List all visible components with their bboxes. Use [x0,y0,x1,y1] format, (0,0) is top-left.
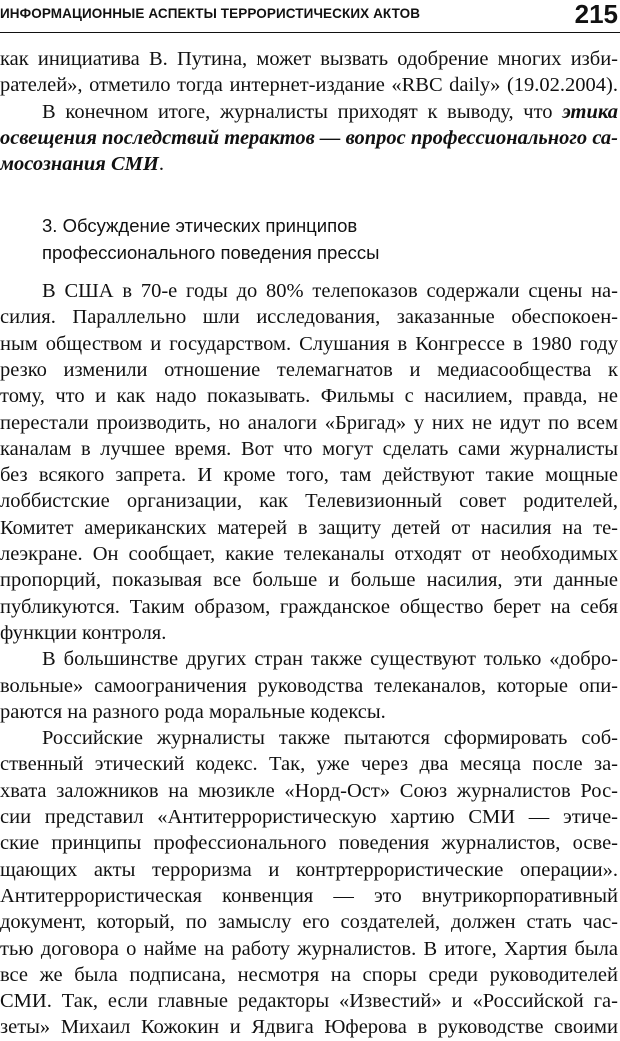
text-line: щающих акты терроризма и контртеррористические операции». [0,858,618,881]
text-line: Российские журналисты также пытаются сформировать соб- [42,727,618,750]
paragraph-3 [0,278,618,646]
text-line: СМИ. Так, если главные редакторы «Известий» и «Российской га- [0,990,618,1013]
text-line: тью договора о найме на работу журналистов. В итоге, Хартия была [0,937,618,960]
text-line: каналам в лучшее время. Вот что могут сделать сами журналисты [0,437,618,460]
text-line: как инициатива В. Путина, может вызвать одобрение многих изби- [0,48,618,70]
text-line: тому, что и как надо показывать. Фильмы с насилием, правда, не [0,385,618,408]
body-text [0,46,618,1041]
emphasis-text: мосознания СМИ [0,153,159,176]
text-line: хвата заложников на мюзикле «Норд-Ост» Союз журналистов Рос- [0,779,618,802]
text-line: леэкране. Он сообщает, какие телеканалы отходят от необходимых [0,543,618,566]
text-line [0,99,618,125]
text-line: силия. Параллельно шли исследования, заказанные обеспокоен- [0,306,618,329]
text-line: рателей», отметило тогда интернет-издание «RBC daily» (19.02.2004). [0,74,618,97]
text-line: ным обществом и государством. Слушания в Конгрессе в 1980 году [0,332,618,355]
text-line: зеты» Михаил Кожокин и Ядвига Юферова в руководстве своими [0,1016,618,1039]
text-line: лоббистские организации, как Телевизионный совет родителей, [0,490,618,513]
section-heading-line: 3. Обсуждение этических принципов [42,215,358,237]
page-number: 215 [574,0,618,29]
text-line: перестали производить, но аналоги «Бригад» у них не идут по всем [0,411,618,434]
text-line: функции контроля. [0,621,167,644]
emphasis-line: освещения последствий терактов — вопрос профессионального са- [0,126,618,149]
section-heading-line: профессионального поведения прессы [42,241,380,263]
text-line: без всякого запрета. И кроме того, там действуют такие мощные [0,464,618,487]
text-line [0,151,618,177]
text-line: документ, который, по замыслу его создателей, должен стать час- [0,911,618,934]
text-run: В конечном итоге, журналисты приходят к выводу, что [42,100,563,123]
text-line: все же была подписана, несмотря на споры среди руководителей [0,963,618,986]
running-title: ИНФОРМАЦИОННЫЕ АСПЕКТЫ ТЕРРОРИСТИЧЕСКИХ АКТОВ [0,6,421,21]
section-heading [0,213,618,266]
paragraph-2 [0,99,618,178]
text-line: ские принципы профессионального поведения журналистов, осве- [0,832,618,855]
text-line: пропорций, показывая все больше и больше насилия, эти данные [0,569,618,592]
text-line: В большинстве других стран также существуют только «добро- [42,648,618,671]
text-run: . [158,153,164,176]
paragraph-1 [0,46,618,99]
text-line: Комитет американских матерей в защиту детей от насилия на те- [0,516,618,539]
paragraph-5 [0,725,618,1041]
text-line: ственный этический кодекс. Так, уже через два месяца после за- [0,753,618,776]
text-line: раются на разного рода моральные кодексы. [0,700,386,723]
running-header [0,0,620,33]
text-line: Антитеррористическая конвенция — это внутрикорпоративный [0,884,618,907]
text-line: В США в 70-е годы до 80% телепоказов содержали сцены на- [42,280,618,303]
text-line: вольные» самоограничения руководства телеканалов, которые опи- [0,674,618,697]
paragraph-4 [0,646,618,725]
text-line: публикуются. Таким образом, гражданское общество берет на себя [0,595,618,618]
emphasis-text: этика [562,100,618,123]
text-line: сии представил «Антитеррористическую хартию СМИ — этиче- [0,806,618,829]
text-line: резко изменили отношение телемагнатов и медиасообщества к [0,358,618,381]
